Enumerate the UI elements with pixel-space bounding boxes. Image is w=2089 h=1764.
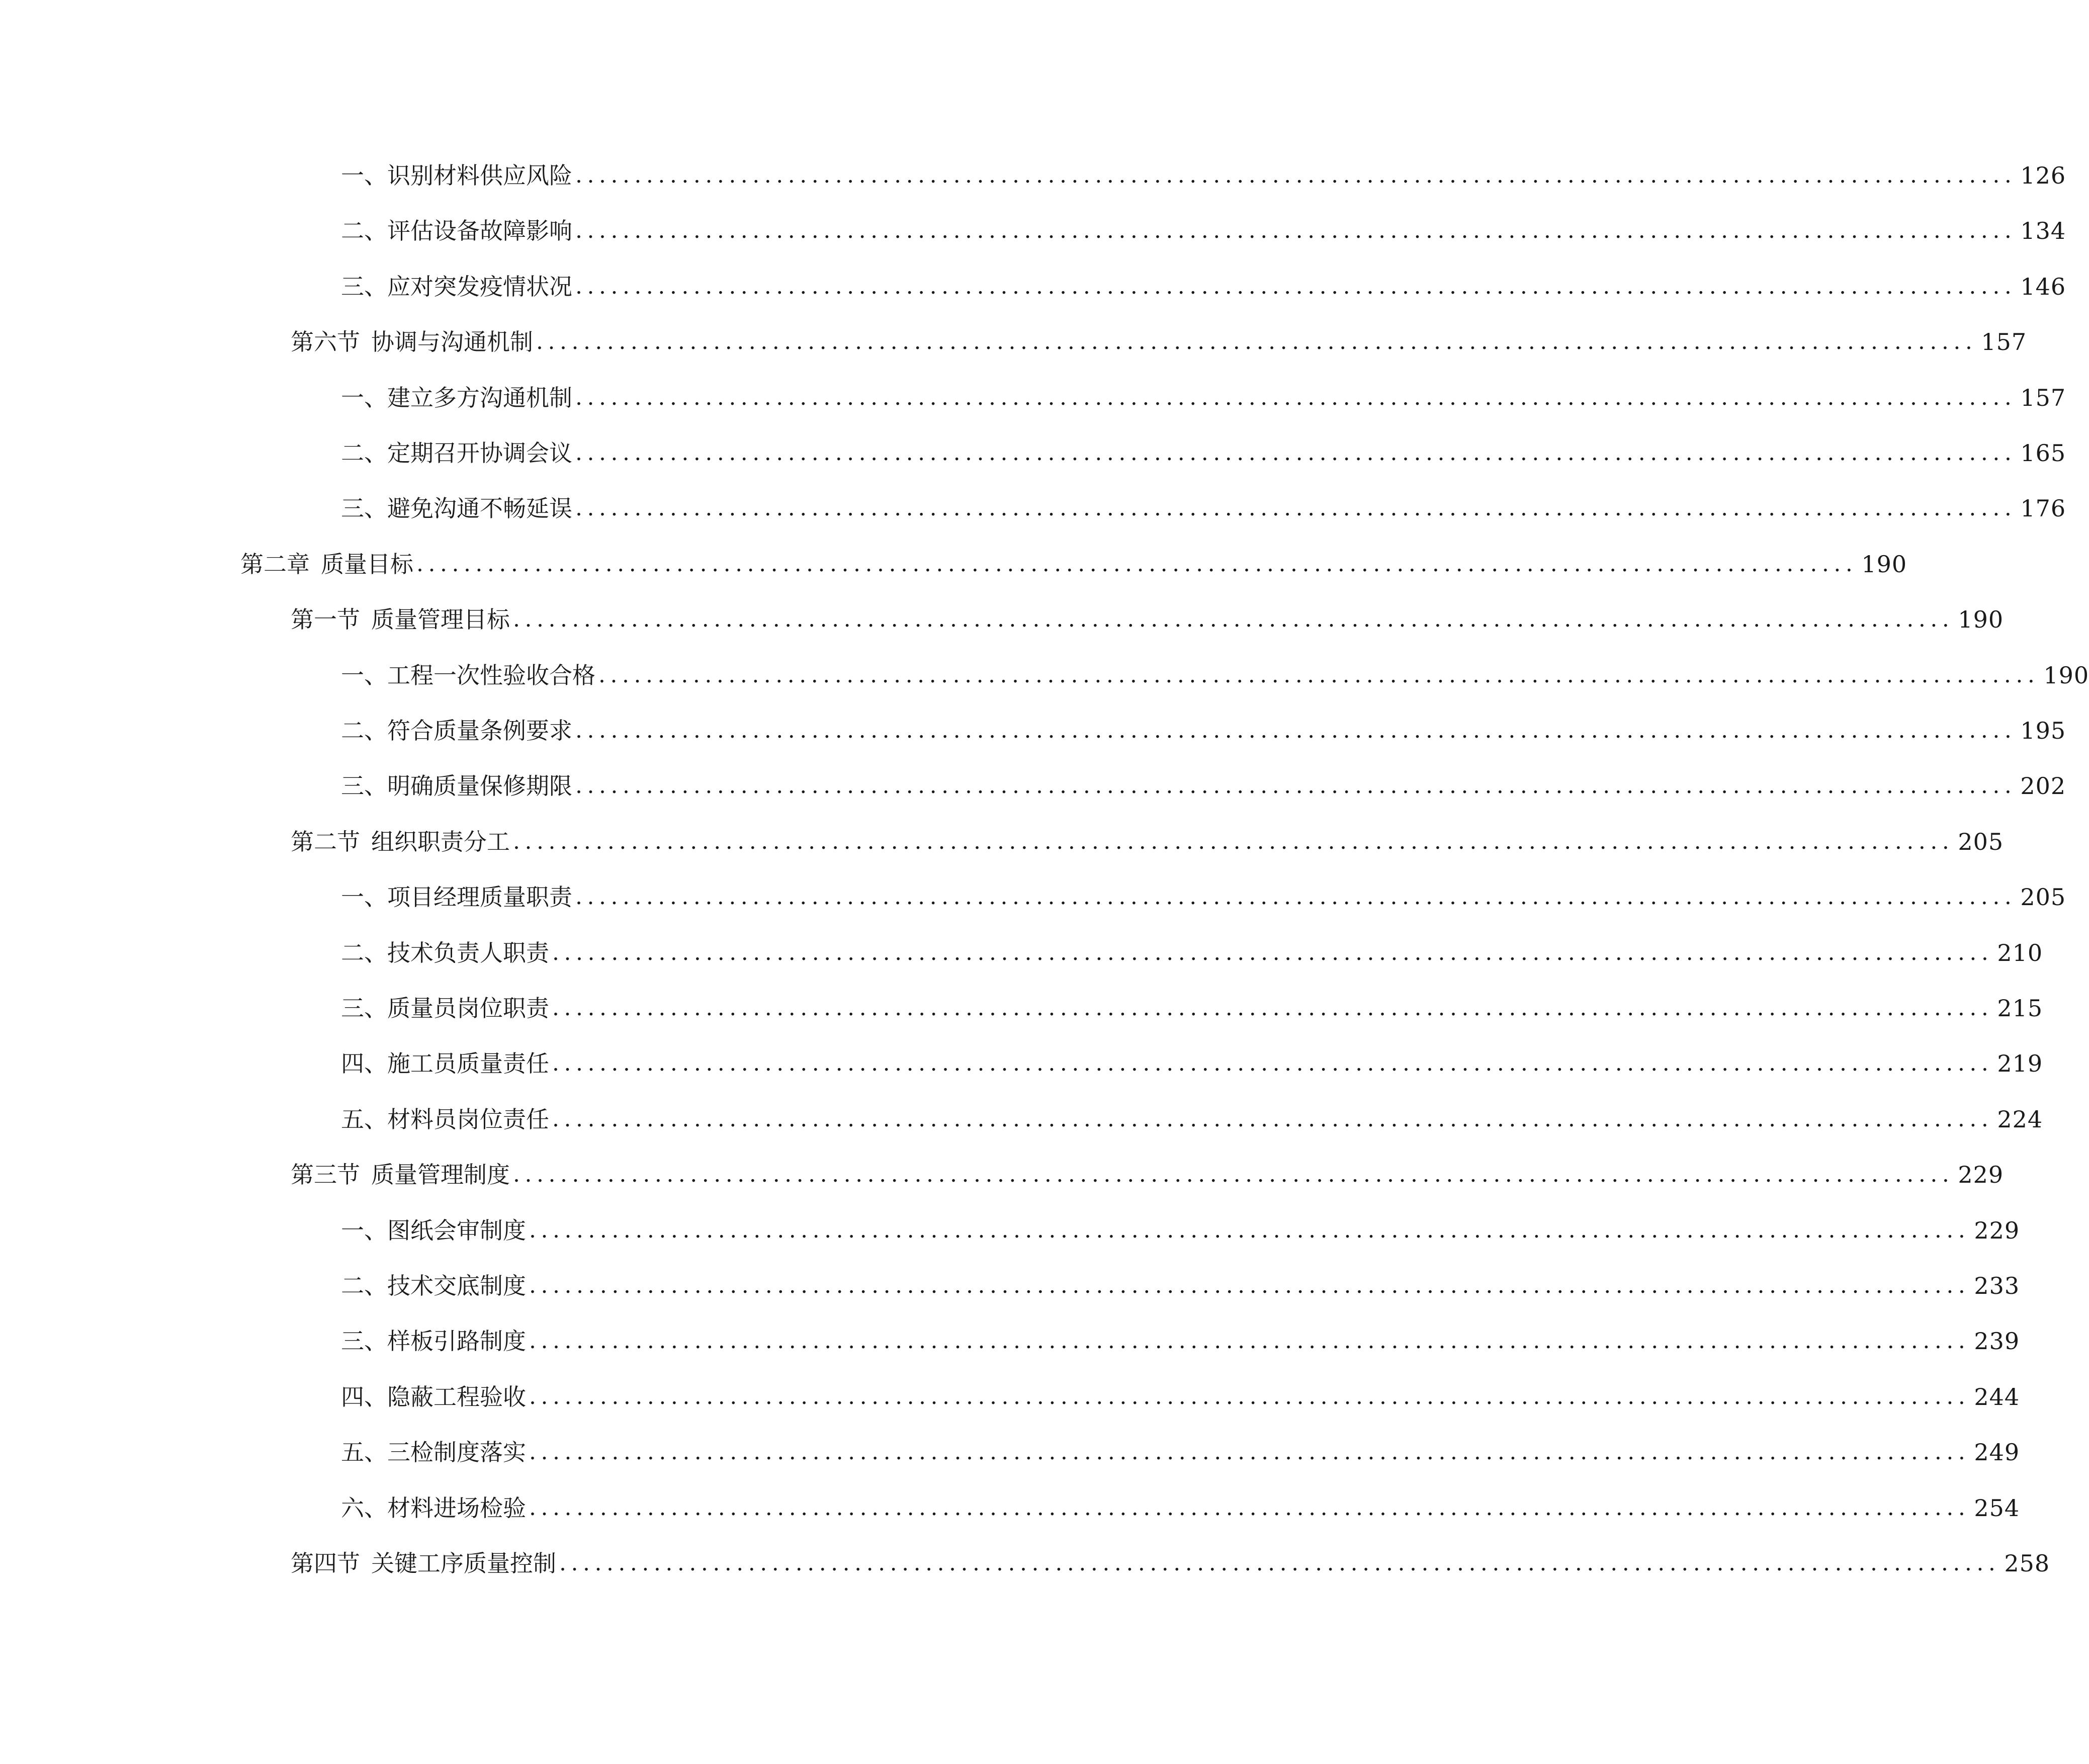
toc-entry-line xyxy=(341,433,2066,473)
toc-entry-line xyxy=(341,766,2066,806)
toc-dot-leader: .......................................................................................................................... xyxy=(575,495,2017,521)
toc-entry-line xyxy=(291,1155,2004,1195)
toc-page-number: 205 xyxy=(2020,884,2066,911)
toc-page-number: 157 xyxy=(2020,384,2066,411)
toc-entry-title: 技术交底制度 xyxy=(387,1272,526,1299)
toc-page-number: 195 xyxy=(2020,717,2066,744)
toc-page-number: 249 xyxy=(1974,1439,2020,1466)
toc-entry-title: 关键工序质量控制 xyxy=(371,1550,556,1577)
toc-dot-leader: .......................................................................................................................... xyxy=(513,829,1954,854)
toc-entry-line xyxy=(240,544,1907,584)
toc-dot-leader: .......................................................................................................................... xyxy=(559,1550,2000,1576)
toc-page-number: 126 xyxy=(2020,162,2066,189)
toc-page-number: 134 xyxy=(2020,217,2066,244)
toc-entry[interactable] xyxy=(0,766,2066,806)
toc-entry-number: 二、 xyxy=(341,1272,387,1299)
toc-entry[interactable] xyxy=(0,822,2004,862)
toc-page-number: 258 xyxy=(2004,1550,2050,1577)
toc-entry-line xyxy=(341,988,2043,1028)
toc-dot-leader: .......................................................................................................................... xyxy=(552,940,1993,965)
toc-entry-line xyxy=(341,933,2043,973)
toc-dot-leader: .......................................................................................................................... xyxy=(513,1162,1954,1187)
toc-entry-number: 三、 xyxy=(341,273,387,300)
toc-page-number: 165 xyxy=(2020,439,2066,467)
toc-page-number: 239 xyxy=(1974,1328,2020,1355)
toc-dot-leader: .......................................................................................................................... xyxy=(536,329,1977,355)
toc-entry[interactable] xyxy=(0,599,2004,640)
toc-entry[interactable] xyxy=(0,1488,2020,1528)
toc-entry-line xyxy=(341,211,2066,251)
toc-dot-leader: .......................................................................................................................... xyxy=(552,1106,1993,1132)
toc-page-number: 229 xyxy=(1958,1161,2004,1188)
toc-entry-number: 二、 xyxy=(341,217,387,244)
toc-dot-leader: .......................................................................................................................... xyxy=(598,662,2040,688)
toc-entry-title: 评估设备故障影响 xyxy=(387,217,572,244)
toc-entry-number: 一、 xyxy=(341,884,387,911)
toc-entry-number: 第一节 xyxy=(291,606,360,633)
toc-entry[interactable] xyxy=(0,1377,2020,1417)
toc-entry-number: 一、 xyxy=(341,384,387,411)
toc-entry-number: 一、 xyxy=(341,662,387,689)
toc-entry-title: 质量目标 xyxy=(321,551,413,578)
toc-entry-title: 材料进场检验 xyxy=(387,1494,526,1522)
toc-dot-leader: .......................................................................................................................... xyxy=(575,440,2017,466)
toc-dot-leader: .......................................................................................................................... xyxy=(575,385,2017,410)
toc-page-number: 244 xyxy=(1974,1383,2020,1410)
toc-dot-leader: .......................................................................................................................... xyxy=(575,162,2017,188)
toc-page-number: 219 xyxy=(1997,1050,2043,1077)
toc-entry-title: 协调与沟通机制 xyxy=(371,328,533,356)
toc-entry-title: 质量管理制度 xyxy=(371,1161,510,1188)
toc-page-number: 233 xyxy=(1974,1272,2020,1299)
toc-entry[interactable] xyxy=(0,378,2066,418)
toc-dot-leader: .......................................................................................................................... xyxy=(575,773,2017,799)
toc-entry-line xyxy=(341,1099,2043,1139)
toc-page-number: 190 xyxy=(1861,551,1907,578)
toc-entry-number: 二、 xyxy=(341,717,387,744)
toc-entry-line xyxy=(341,655,2089,695)
toc-entry[interactable] xyxy=(0,711,2066,751)
toc-entry-number: 一、 xyxy=(341,1217,387,1244)
toc-entry[interactable] xyxy=(0,1266,2020,1306)
toc-entry-title: 建立多方沟通机制 xyxy=(387,384,572,411)
toc-entry-number: 五、 xyxy=(341,1439,387,1466)
toc-dot-leader: .......................................................................................................................... xyxy=(529,1217,1970,1243)
toc-dot-leader: .......................................................................................................................... xyxy=(529,1384,1970,1409)
toc-entry-title: 三检制度落实 xyxy=(387,1439,526,1466)
toc-entry[interactable] xyxy=(0,488,2066,528)
toc-entry-line xyxy=(341,1488,2020,1528)
toc-entry-number: 四、 xyxy=(341,1050,387,1077)
toc-entry-title: 工程一次性验收合格 xyxy=(387,662,595,689)
toc-entry-title: 样板引路制度 xyxy=(387,1328,526,1355)
toc-entry-title: 技术负责人职责 xyxy=(387,939,549,966)
toc-page-number: 215 xyxy=(1997,995,2043,1022)
toc-entry[interactable] xyxy=(0,1155,2004,1195)
toc-entry[interactable] xyxy=(0,933,2043,973)
toc-entry[interactable] xyxy=(0,1321,2020,1361)
toc-entry-title: 识别材料供应风险 xyxy=(387,162,572,189)
toc-entry-title: 施工员质量责任 xyxy=(387,1050,549,1077)
toc-entry-number: 三、 xyxy=(341,772,387,800)
toc-entry-title: 应对突发疫情状况 xyxy=(387,273,572,300)
toc-entry-line xyxy=(341,711,2066,751)
toc-entry-line xyxy=(341,1266,2020,1306)
toc-entry-number: 第二节 xyxy=(291,828,360,855)
toc-entry-line xyxy=(341,1043,2043,1084)
toc-entry[interactable] xyxy=(0,988,2043,1028)
toc-entry-number: 第二章 xyxy=(240,551,310,578)
toc-entry[interactable] xyxy=(0,433,2066,473)
toc-entry[interactable] xyxy=(0,544,1907,584)
toc-entry[interactable] xyxy=(0,267,2066,307)
toc-entry-title: 符合质量条例要求 xyxy=(387,717,572,744)
toc-entry-title: 避免沟通不畅延误 xyxy=(387,495,572,522)
toc-entry-number: 三、 xyxy=(341,495,387,522)
toc-entry-title: 材料员岗位责任 xyxy=(387,1106,549,1133)
toc-entry-number: 三、 xyxy=(341,1328,387,1355)
toc-dot-leader: .......................................................................................................................... xyxy=(575,218,2017,243)
toc-entry-line xyxy=(291,599,2004,640)
toc-dot-leader: .......................................................................................................................... xyxy=(575,884,2017,910)
toc-page-number: 176 xyxy=(2020,495,2066,522)
toc-entry-line xyxy=(341,1210,2020,1251)
toc-entry-title: 组织职责分工 xyxy=(371,828,510,855)
toc-entry-number: 二、 xyxy=(341,939,387,966)
toc-entry[interactable] xyxy=(0,1543,2050,1583)
toc-entry-number: 一、 xyxy=(341,162,387,189)
toc-entry-title: 定期召开协调会议 xyxy=(387,439,572,467)
toc-entry-title: 明确质量保修期限 xyxy=(387,772,572,800)
toc-entry-line xyxy=(341,378,2066,418)
toc-entry-number: 第三节 xyxy=(291,1161,360,1188)
toc-dot-leader: .......................................................................................................................... xyxy=(416,551,1858,577)
toc-entry[interactable] xyxy=(0,655,2089,695)
toc-page-number: 205 xyxy=(1958,828,2004,855)
toc-entry-number: 第六节 xyxy=(291,328,360,356)
toc-entry[interactable] xyxy=(0,877,2066,917)
toc-dot-leader: .......................................................................................................................... xyxy=(575,274,2017,299)
toc-entry[interactable] xyxy=(0,1099,2043,1139)
toc-dot-leader: .......................................................................................................................... xyxy=(529,1328,1970,1354)
toc-page-number: 210 xyxy=(1997,939,2043,966)
toc-page-number: 190 xyxy=(1958,606,2004,633)
toc-entry[interactable] xyxy=(0,1043,2043,1084)
toc-dot-leader: .......................................................................................................................... xyxy=(575,718,2017,743)
toc-entry-line xyxy=(291,1543,2050,1583)
toc-entry[interactable] xyxy=(0,211,2066,251)
toc-entry-title: 质量管理目标 xyxy=(371,606,510,633)
toc-page-number: 157 xyxy=(1981,328,2027,356)
toc-page-number: 146 xyxy=(2020,273,2066,300)
toc-entry-line xyxy=(341,1432,2020,1472)
toc-page-number: 202 xyxy=(2020,772,2066,800)
toc-entry-line xyxy=(291,322,2027,362)
toc-dot-leader: .......................................................................................................................... xyxy=(552,1050,1993,1076)
toc-page-number: 254 xyxy=(1974,1494,2020,1522)
toc-dot-leader: .......................................................................................................................... xyxy=(529,1439,1970,1465)
toc-page-number: 229 xyxy=(1974,1217,2020,1244)
toc-entry-number: 第四节 xyxy=(291,1550,360,1577)
toc-entry-number: 六、 xyxy=(341,1494,387,1522)
toc-entry-line xyxy=(341,267,2066,307)
toc-entry-number: 五、 xyxy=(341,1106,387,1133)
toc-entry[interactable] xyxy=(0,155,2066,196)
toc-entry-title: 项目经理质量职责 xyxy=(387,884,572,911)
toc-entry[interactable] xyxy=(0,1432,2020,1472)
toc-entry-line xyxy=(341,1377,2020,1417)
toc-entry-line xyxy=(341,155,2066,196)
toc-entry[interactable] xyxy=(0,322,2027,362)
toc-entry[interactable] xyxy=(0,1210,2020,1251)
toc-entry-title: 质量员岗位职责 xyxy=(387,995,549,1022)
toc-entry-line xyxy=(341,877,2066,917)
toc-entry-number: 三、 xyxy=(341,995,387,1022)
toc-dot-leader: .......................................................................................................................... xyxy=(529,1273,1970,1298)
toc-entry-number: 二、 xyxy=(341,439,387,467)
toc-dot-leader: .......................................................................................................................... xyxy=(552,995,1993,1021)
toc-page-number: 224 xyxy=(1997,1106,2043,1133)
toc-entry-line xyxy=(291,822,2004,862)
toc-entry-number: 四、 xyxy=(341,1383,387,1410)
toc-entry-title: 隐蔽工程验收 xyxy=(387,1383,526,1410)
toc-page-number: 190 xyxy=(2043,662,2089,689)
toc-entry-title: 图纸会审制度 xyxy=(387,1217,526,1244)
toc-dot-leader: .......................................................................................................................... xyxy=(513,606,1954,632)
toc-entry-line xyxy=(341,488,2066,528)
toc-dot-leader: .......................................................................................................................... xyxy=(529,1495,1970,1521)
toc-entry-line xyxy=(341,1321,2020,1361)
